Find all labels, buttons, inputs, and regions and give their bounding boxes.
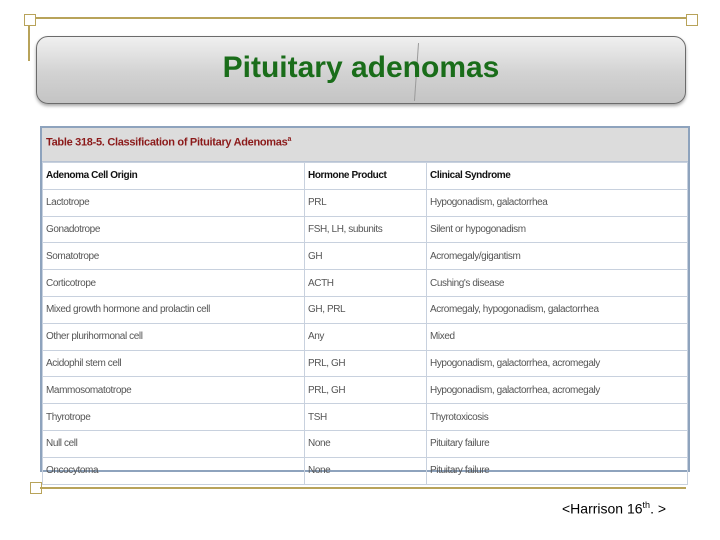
table-row bbox=[43, 404, 688, 431]
cell-origin: Oncocytoma bbox=[43, 457, 305, 484]
table-caption-text: Table 318-5. Classification of Pituitary Adenomas bbox=[46, 136, 288, 149]
cell-syndrome: Hypogonadism, galactorrhea, acromegaly bbox=[427, 377, 688, 404]
table-caption-footnote: a bbox=[287, 136, 292, 143]
slide-title: Pituitary adenomas bbox=[222, 51, 500, 84]
cell-hormone: ACTH bbox=[305, 270, 427, 297]
cell-origin: Somatotrope bbox=[43, 243, 305, 270]
cell-origin: Lactotrope bbox=[43, 189, 305, 216]
citation-suffix: . > bbox=[650, 500, 667, 517]
cell-syndrome: Acromegaly, hypogonadism, galactorrhea bbox=[427, 296, 688, 323]
cell-hormone: PRL bbox=[305, 189, 427, 216]
classification-table bbox=[40, 126, 690, 477]
cell-hormone: TSH bbox=[305, 404, 427, 431]
classification-grid bbox=[42, 162, 688, 485]
table-row bbox=[43, 377, 688, 404]
cell-origin: Mixed growth hormone and prolactin cell bbox=[43, 296, 305, 323]
table-row bbox=[43, 323, 688, 350]
frame-corner-right bbox=[686, 14, 698, 26]
table-row bbox=[43, 350, 688, 377]
cell-hormone: Any bbox=[305, 323, 427, 350]
cell-syndrome: Thyrotoxicosis bbox=[427, 404, 688, 431]
table-row bbox=[43, 296, 688, 323]
frame-corner-left bbox=[24, 14, 36, 26]
cell-hormone: GH, PRL bbox=[305, 296, 427, 323]
cell-hormone: FSH, LH, subunits bbox=[305, 216, 427, 243]
cell-syndrome: Hypogonadism, galactorrhea, acromegaly bbox=[427, 350, 688, 377]
cell-syndrome: Mixed bbox=[427, 323, 688, 350]
cell-syndrome: Cushing's disease bbox=[427, 270, 688, 297]
citation bbox=[562, 500, 666, 517]
table-row bbox=[43, 243, 688, 270]
cell-origin: Acidophil stem cell bbox=[43, 350, 305, 377]
cell-syndrome: Hypogonadism, galactorrhea bbox=[427, 189, 688, 216]
cell-origin: Mammosomatotrope bbox=[43, 377, 305, 404]
cell-syndrome: Pituitary failure bbox=[427, 457, 688, 484]
header-cell-origin: Adenoma Cell Origin bbox=[43, 163, 305, 190]
title-box bbox=[36, 36, 686, 104]
table-row bbox=[43, 270, 688, 297]
cell-origin: Null cell bbox=[43, 430, 305, 457]
cell-origin: Thyrotrope bbox=[43, 404, 305, 431]
cell-hormone: None bbox=[305, 457, 427, 484]
cell-hormone: PRL, GH bbox=[305, 377, 427, 404]
cell-origin: Gonadotrope bbox=[43, 216, 305, 243]
citation-superscript: th bbox=[642, 500, 651, 510]
header-cell-syndrome: Clinical Syndrome bbox=[427, 163, 688, 190]
citation-prefix: <Harrison 16 bbox=[562, 500, 643, 517]
table-row bbox=[43, 189, 688, 216]
cell-syndrome: Silent or hypogonadism bbox=[427, 216, 688, 243]
cell-syndrome: Pituitary failure bbox=[427, 430, 688, 457]
header-cell-hormone: Hormone Product bbox=[305, 163, 427, 190]
cell-hormone: None bbox=[305, 430, 427, 457]
cell-hormone: GH bbox=[305, 243, 427, 270]
cell-hormone: PRL, GH bbox=[305, 350, 427, 377]
table-header-row bbox=[43, 163, 688, 190]
cell-origin: Other plurihormonal cell bbox=[43, 323, 305, 350]
bottom-line bbox=[40, 487, 686, 489]
cell-syndrome: Acromegaly/gigantism bbox=[427, 243, 688, 270]
frame-line-top bbox=[30, 17, 690, 19]
table-row bbox=[43, 457, 688, 484]
table-row bbox=[43, 430, 688, 457]
table-caption bbox=[42, 128, 688, 162]
cell-origin: Corticotrope bbox=[43, 270, 305, 297]
table-row bbox=[43, 216, 688, 243]
